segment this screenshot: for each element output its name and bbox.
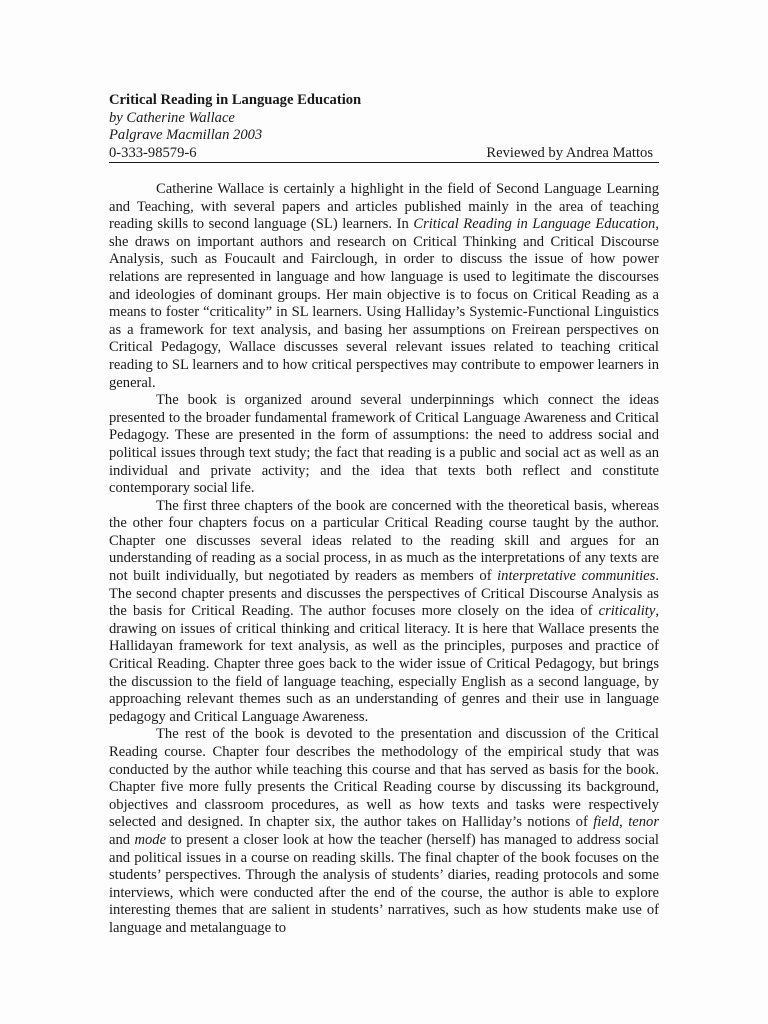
paragraph-text: The rest of the book is devoted to the presentation and discussion of the Critical Reading course. Chapter four describes the methodology of the empirical study that was conducted by the author while teaching this course and that has served as basis for the book. Chapter five more fully presents the Critical Reading course by discussing its background, objectives and classroom procedures, as well as how texts and tasks were respectively selected and designed. In chapter six, the author takes on Halliday’s notions of (109, 726, 659, 831)
book-author: by Catherine Wallace (109, 109, 235, 126)
review-body (109, 181, 659, 938)
italic-term: tenor (628, 814, 660, 831)
italic-term: criticality (598, 603, 656, 620)
paragraph-text: The first three chapters of the book are concerned with the theoretical basis, whereas the other four chapters focus on a particular Critical Reading course taught by the author. Chapter one discusses several ideas related to the reading skill and argues for an understanding of reading as a social process, in as much as the interpretations of any texts are not built individually, but negotiated by readers as members of (109, 497, 659, 585)
paragraph-text: to present a closer look at how the teacher (herself) has managed to address social and political issues in a course on reading skills. The final chapter of the book focuses on the students’ perspectives. Through the analysis of students’ diaries, reading protocols and some interviews, which were conducted after the end of the course, the author is able to explore interesting themes that are salient in students’ narratives, such as how students make use of language and metalanguage to (109, 831, 659, 936)
book-title-italic: Critical Reading in Language Education (413, 216, 656, 233)
paragraph-3 (109, 498, 659, 727)
paragraph-text: , (619, 814, 629, 831)
reviewer: Reviewed by Andrea Mattos (486, 144, 653, 161)
book-publisher: Palgrave Macmillan 2003 (109, 127, 263, 144)
paragraph-text: . The second chapter presents and discusses the perspectives of Critical Discourse Analysis as the basis for Critical Reading. The author focuses more closely on the idea of (109, 568, 659, 620)
isbn-reviewer-row (109, 145, 659, 163)
paragraph-text: , she draws on important authors and research on Critical Thinking and Critical Discourse Analysis, such as Foucault and Fairclough, in order to discuss the issue of how power relations are represented in language and how language is used to legitimate the discourses and ideologies of dominant groups. Her main objective is to focus on Critical Reading as a means to foster “criticality” in SL learners. Using Halliday’s Systemic-Functional Linguistics as a framework for text analysis, and basing her assumptions on Freirean perspectives on Critical Pedagogy, Wallace discusses several relevant issues related to teaching critical reading to SL learners and to how critical perspectives may contribute to empower learners in general. (109, 216, 659, 391)
paragraph-4 (109, 726, 659, 937)
header-divider (109, 162, 659, 163)
paragraph-2 (109, 392, 659, 498)
book-isbn: 0-333-98579-6 (109, 144, 197, 161)
italic-term: interpretative communities (497, 568, 656, 585)
paragraph-text: Catherine Wallace is certainly a highlight in the field of Second Language Learning and Teaching, with several papers and articles published mainly in the area of teaching reading skills to second language (SL) learners. In (109, 181, 659, 233)
paragraph-text: , drawing on issues of critical thinking and critical literacy. It is here that Wallace presents the Hallidayan framework for text analysis, as well as the principles, purposes and practice of Critical Reading. Chapter three goes back to the wider issue of Critical Pedagogy, but brings the discussion to the field of language teaching, especially English as a second language, by approaching relevant themes such as an understanding of genres and their use in language pedagogy and Critical Language Awareness. (109, 603, 659, 725)
italic-term: field (593, 814, 620, 831)
review-header (109, 92, 659, 162)
paragraph-text: and (109, 831, 135, 848)
paragraph-text: The book is organized around several underpinnings which connect the ideas presented to the broader fundamental framework of Critical Language Awareness and Critical Pedagogy. These are presented in the form of assumptions: the need to address social and political issues through text study; the fact that reading is a public and social act as well as an individual and private activity; and the idea that texts both reflect and constitute contemporary social life. (109, 392, 659, 497)
italic-term: mode (134, 831, 167, 848)
paragraph-1 (109, 181, 659, 392)
book-title: Critical Reading in Language Education (109, 92, 362, 108)
